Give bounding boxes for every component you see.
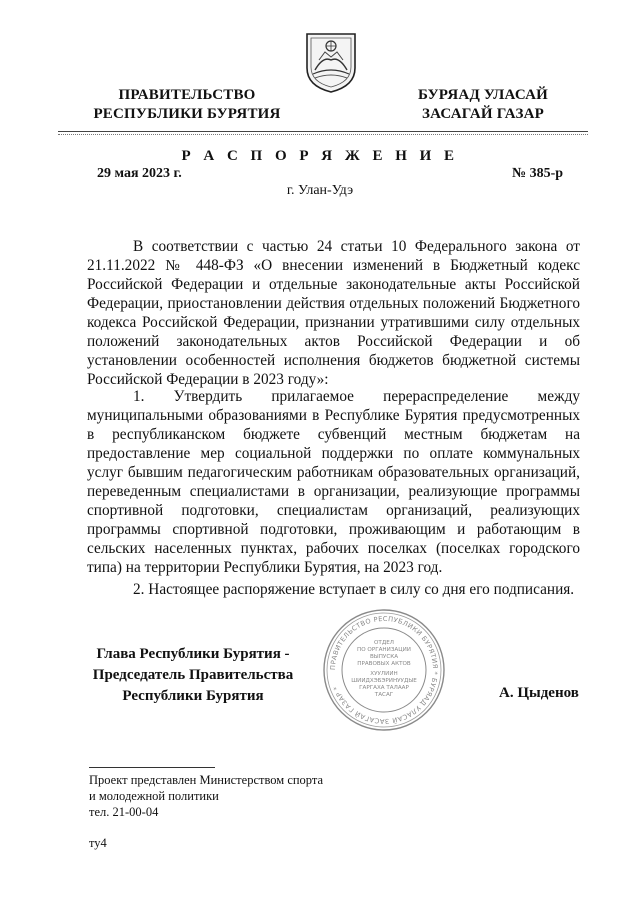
seal-line7: ГАРГАХА ТАЛААР xyxy=(359,685,409,691)
paragraph-item-1 xyxy=(87,387,580,577)
header-right-line1: БУРЯАД УЛАСАЙ xyxy=(417,87,549,103)
document-number: № 385-р xyxy=(512,166,564,181)
header-left-line2: РЕСПУБЛИКИ БУРЯТИЯ xyxy=(93,106,281,122)
document-city: г. Улан-Удэ xyxy=(286,183,354,198)
footer-line1: Проект представлен Министерством спорта xyxy=(89,773,324,787)
header-divider xyxy=(58,131,588,135)
paragraph-preamble xyxy=(87,237,580,389)
seal-line8: ТАСАГ xyxy=(374,692,394,698)
footer-line3: тел. 21-00-04 xyxy=(89,805,159,819)
header-left xyxy=(82,86,292,124)
seal-ring-text: ПРАВИТЕЛЬСТВО РЕСПУБЛИКИ БУРЯТИЯ * БУРЯАД УЛАСАЙ ЗАСАГАЙ ГАЗАР * xyxy=(328,614,440,726)
paragraph-preamble-text: В соответствии с частью 24 статьи 10 Федерального закона от 21.11.2022 № 448-ФЗ «О внесении изменений в Бюджетный кодекс Российской Федерации и отдельные законодательные акты Российской Федерации, приостановлении действия отдельных положений Бюджетного кодекса Российской Федерации, признании утратившими силу отдельных положений законодательных актов Российской Федерации и об установлении особенностей исполнения бюджетов бюджетной системы Российской Федерации в 2023 году»: xyxy=(87,238,580,388)
document-title: Р А С П О Р Я Ж Е Н И Е xyxy=(181,148,459,164)
paragraph-item-2 xyxy=(87,580,580,599)
header-left-line1: ПРАВИТЕЛЬСТВО xyxy=(118,87,256,103)
seal-line3: ВЫПУСКА xyxy=(369,654,399,660)
footer-line2: и молодежной политики xyxy=(89,789,219,803)
official-seal xyxy=(322,608,446,732)
header-right xyxy=(398,86,568,124)
signatory-title-line1: Глава Республики Бурятия - xyxy=(96,646,290,662)
signatory-name: А. Цыденов xyxy=(499,685,579,701)
seal-line1: ОТДЕЛ xyxy=(374,640,394,646)
seal-line6: ШИИДХЭБЭРИНУУДЫЕ xyxy=(351,678,417,684)
signatory-title xyxy=(78,644,308,707)
signatory-title-line3: Республики Бурятия xyxy=(122,688,264,704)
paragraph-item-2-text: 2. Настоящее распоряжение вступает в силу со дня его подписания. xyxy=(133,581,575,598)
coat-of-arms-icon xyxy=(303,30,359,94)
footer-divider xyxy=(89,767,215,768)
paragraph-item-1-text: 1. Утвердить прилагаемое перераспределение между муниципальными образованиями в Республике Бурятия предусмотренных в республиканском бюджете субвенций местным бюджетам на предоставление мер социальной поддержки по оплате коммунальных услуг бывшим педагогическим работникам образовательных организаций, переведенным специалистами в организации, реализующие программы спортивной подготовки, специалистам организаций, реализующих программы спортивной подготовки, проживающим и работающим в сельских населенных пунктах, рабочих поселках (поселках городского типа) на территории Республики Бурятия, на 2023 год. xyxy=(87,388,580,576)
document-date: 29 мая 2023 г. xyxy=(97,166,182,181)
seal-line4: ПРАВОВЫХ АКТОВ xyxy=(357,661,411,667)
footer-note xyxy=(89,772,323,820)
signatory-title-line2: Председатель Правительства xyxy=(92,667,294,683)
seal-line2: ПО ОРГАНИЗАЦИИ xyxy=(357,647,411,653)
header-right-line2: ЗАСАГАЙ ГАЗАР xyxy=(422,106,544,122)
document-code: ту4 xyxy=(89,836,107,850)
seal-line5: ХУУЛИИН xyxy=(370,671,398,677)
